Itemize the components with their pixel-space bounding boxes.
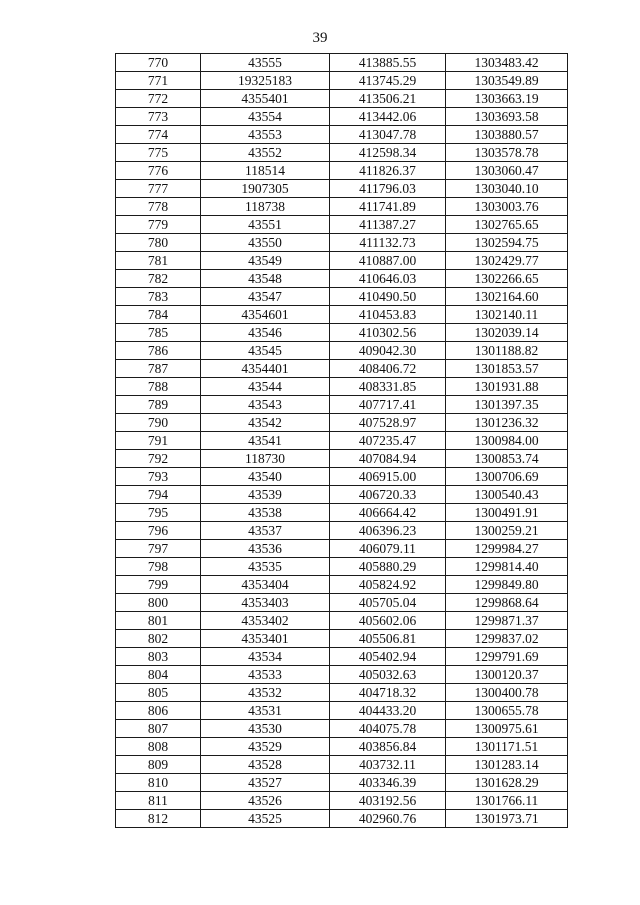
table-row xyxy=(116,144,568,162)
table-row xyxy=(116,666,568,684)
row-number-cell: 780 xyxy=(116,234,201,252)
x-coordinate-cell: 411387.27 xyxy=(330,216,446,234)
table-row xyxy=(116,198,568,216)
x-coordinate-cell: 405705.04 xyxy=(330,594,446,612)
x-coordinate-cell: 413745.29 xyxy=(330,72,446,90)
y-coordinate-cell: 1300853.74 xyxy=(446,450,568,468)
table-row xyxy=(116,558,568,576)
x-coordinate-cell: 403856.84 xyxy=(330,738,446,756)
x-coordinate-cell: 411132.73 xyxy=(330,234,446,252)
row-number-cell: 793 xyxy=(116,468,201,486)
point-id-cell: 43551 xyxy=(201,216,330,234)
y-coordinate-cell: 1299791.69 xyxy=(446,648,568,666)
row-number-cell: 801 xyxy=(116,612,201,630)
y-coordinate-cell: 1303060.47 xyxy=(446,162,568,180)
row-number-cell: 786 xyxy=(116,342,201,360)
table-row xyxy=(116,540,568,558)
x-coordinate-cell: 402960.76 xyxy=(330,810,446,828)
y-coordinate-cell: 1303549.89 xyxy=(446,72,568,90)
point-id-cell: 43535 xyxy=(201,558,330,576)
point-id-cell: 43529 xyxy=(201,738,330,756)
row-number-cell: 790 xyxy=(116,414,201,432)
y-coordinate-cell: 1302140.11 xyxy=(446,306,568,324)
x-coordinate-cell: 406396.23 xyxy=(330,522,446,540)
page-number: 39 xyxy=(312,30,328,46)
x-coordinate-cell: 408331.85 xyxy=(330,378,446,396)
table-row xyxy=(116,342,568,360)
x-coordinate-cell: 406915.00 xyxy=(330,468,446,486)
row-number-cell: 774 xyxy=(116,126,201,144)
table-row xyxy=(116,270,568,288)
y-coordinate-cell: 1300400.78 xyxy=(446,684,568,702)
y-coordinate-cell: 1300491.91 xyxy=(446,504,568,522)
row-number-cell: 797 xyxy=(116,540,201,558)
row-number-cell: 776 xyxy=(116,162,201,180)
y-coordinate-cell: 1303880.57 xyxy=(446,126,568,144)
x-coordinate-cell: 405824.92 xyxy=(330,576,446,594)
row-number-cell: 802 xyxy=(116,630,201,648)
row-number-cell: 792 xyxy=(116,450,201,468)
point-id-cell: 43533 xyxy=(201,666,330,684)
y-coordinate-cell: 1301397.35 xyxy=(446,396,568,414)
point-id-cell: 43532 xyxy=(201,684,330,702)
table-row xyxy=(116,162,568,180)
point-id-cell: 4353401 xyxy=(201,630,330,648)
row-number-cell: 804 xyxy=(116,666,201,684)
point-id-cell: 43554 xyxy=(201,108,330,126)
point-id-cell: 43536 xyxy=(201,540,330,558)
row-number-cell: 799 xyxy=(116,576,201,594)
point-id-cell: 43541 xyxy=(201,432,330,450)
x-coordinate-cell: 411826.37 xyxy=(330,162,446,180)
y-coordinate-cell: 1301236.32 xyxy=(446,414,568,432)
y-coordinate-cell: 1303578.78 xyxy=(446,144,568,162)
y-coordinate-cell: 1300259.21 xyxy=(446,522,568,540)
y-coordinate-cell: 1301283.14 xyxy=(446,756,568,774)
point-id-cell: 43548 xyxy=(201,270,330,288)
y-coordinate-cell: 1301188.82 xyxy=(446,342,568,360)
point-id-cell: 43552 xyxy=(201,144,330,162)
point-id-cell: 4353403 xyxy=(201,594,330,612)
table-row xyxy=(116,738,568,756)
y-coordinate-cell: 1303003.76 xyxy=(446,198,568,216)
row-number-cell: 784 xyxy=(116,306,201,324)
y-coordinate-cell: 1301171.51 xyxy=(446,738,568,756)
row-number-cell: 779 xyxy=(116,216,201,234)
y-coordinate-cell: 1299814.40 xyxy=(446,558,568,576)
x-coordinate-cell: 406720.33 xyxy=(330,486,446,504)
y-coordinate-cell: 1303483.42 xyxy=(446,54,568,72)
point-id-cell: 43544 xyxy=(201,378,330,396)
row-number-cell: 795 xyxy=(116,504,201,522)
point-id-cell: 43550 xyxy=(201,234,330,252)
point-id-cell: 4354601 xyxy=(201,306,330,324)
table-row xyxy=(116,432,568,450)
table-row xyxy=(116,414,568,432)
x-coordinate-cell: 410302.56 xyxy=(330,324,446,342)
row-number-cell: 798 xyxy=(116,558,201,576)
table-row xyxy=(116,252,568,270)
y-coordinate-cell: 1301628.29 xyxy=(446,774,568,792)
y-coordinate-cell: 1302039.14 xyxy=(446,324,568,342)
table-row xyxy=(116,396,568,414)
x-coordinate-cell: 411796.03 xyxy=(330,180,446,198)
y-coordinate-cell: 1300706.69 xyxy=(446,468,568,486)
row-number-cell: 771 xyxy=(116,72,201,90)
point-id-cell: 118514 xyxy=(201,162,330,180)
row-number-cell: 782 xyxy=(116,270,201,288)
y-coordinate-cell: 1299871.37 xyxy=(446,612,568,630)
y-coordinate-cell: 1300655.78 xyxy=(446,702,568,720)
point-id-cell: 118730 xyxy=(201,450,330,468)
y-coordinate-cell: 1303693.58 xyxy=(446,108,568,126)
x-coordinate-cell: 403192.56 xyxy=(330,792,446,810)
table-row xyxy=(116,684,568,702)
table-row xyxy=(116,468,568,486)
x-coordinate-cell: 412598.34 xyxy=(330,144,446,162)
row-number-cell: 800 xyxy=(116,594,201,612)
row-number-cell: 803 xyxy=(116,648,201,666)
row-number-cell: 805 xyxy=(116,684,201,702)
x-coordinate-cell: 403732.11 xyxy=(330,756,446,774)
table-row xyxy=(116,792,568,810)
point-id-cell: 43543 xyxy=(201,396,330,414)
point-id-cell: 4353402 xyxy=(201,612,330,630)
y-coordinate-cell: 1303663.19 xyxy=(446,90,568,108)
x-coordinate-cell: 413885.55 xyxy=(330,54,446,72)
y-coordinate-cell: 1299837.02 xyxy=(446,630,568,648)
table-row xyxy=(116,378,568,396)
row-number-cell: 778 xyxy=(116,198,201,216)
row-number-cell: 791 xyxy=(116,432,201,450)
table-row xyxy=(116,810,568,828)
table-row xyxy=(116,450,568,468)
point-id-cell: 43547 xyxy=(201,288,330,306)
x-coordinate-cell: 405032.63 xyxy=(330,666,446,684)
row-number-cell: 772 xyxy=(116,90,201,108)
row-number-cell: 785 xyxy=(116,324,201,342)
x-coordinate-cell: 405506.81 xyxy=(330,630,446,648)
table-row xyxy=(116,720,568,738)
point-id-cell: 43534 xyxy=(201,648,330,666)
x-coordinate-cell: 405602.06 xyxy=(330,612,446,630)
row-number-cell: 812 xyxy=(116,810,201,828)
y-coordinate-cell: 1301973.71 xyxy=(446,810,568,828)
point-id-cell: 43538 xyxy=(201,504,330,522)
row-number-cell: 783 xyxy=(116,288,201,306)
row-number-cell: 789 xyxy=(116,396,201,414)
row-number-cell: 781 xyxy=(116,252,201,270)
table-row xyxy=(116,576,568,594)
table-row xyxy=(116,108,568,126)
y-coordinate-cell: 1301931.88 xyxy=(446,378,568,396)
row-number-cell: 794 xyxy=(116,486,201,504)
table-row xyxy=(116,774,568,792)
point-id-cell: 19325183 xyxy=(201,72,330,90)
row-number-cell: 787 xyxy=(116,360,201,378)
y-coordinate-cell: 1301853.57 xyxy=(446,360,568,378)
point-id-cell: 1907305 xyxy=(201,180,330,198)
x-coordinate-cell: 406079.11 xyxy=(330,540,446,558)
table-row xyxy=(116,180,568,198)
point-id-cell: 43530 xyxy=(201,720,330,738)
point-id-cell: 4354401 xyxy=(201,360,330,378)
y-coordinate-cell: 1301766.11 xyxy=(446,792,568,810)
table-row xyxy=(116,90,568,108)
y-coordinate-cell: 1302164.60 xyxy=(446,288,568,306)
point-id-cell: 43555 xyxy=(201,54,330,72)
y-coordinate-cell: 1299984.27 xyxy=(446,540,568,558)
point-id-cell: 43553 xyxy=(201,126,330,144)
y-coordinate-cell: 1302765.65 xyxy=(446,216,568,234)
point-id-cell: 118738 xyxy=(201,198,330,216)
x-coordinate-cell: 410646.03 xyxy=(330,270,446,288)
x-coordinate-cell: 407528.97 xyxy=(330,414,446,432)
x-coordinate-cell: 407084.94 xyxy=(330,450,446,468)
point-id-cell: 43531 xyxy=(201,702,330,720)
point-id-cell: 43537 xyxy=(201,522,330,540)
point-id-cell: 43527 xyxy=(201,774,330,792)
row-number-cell: 807 xyxy=(116,720,201,738)
row-number-cell: 809 xyxy=(116,756,201,774)
table-row xyxy=(116,612,568,630)
table-row xyxy=(116,216,568,234)
point-id-cell: 43540 xyxy=(201,468,330,486)
coordinates-table-body xyxy=(116,54,568,828)
x-coordinate-cell: 404433.20 xyxy=(330,702,446,720)
point-id-cell: 43528 xyxy=(201,756,330,774)
table-row xyxy=(116,594,568,612)
point-id-cell: 4353404 xyxy=(201,576,330,594)
table-row xyxy=(116,234,568,252)
x-coordinate-cell: 413442.06 xyxy=(330,108,446,126)
point-id-cell: 4355401 xyxy=(201,90,330,108)
x-coordinate-cell: 411741.89 xyxy=(330,198,446,216)
point-id-cell: 43549 xyxy=(201,252,330,270)
table-row xyxy=(116,522,568,540)
table-row xyxy=(116,72,568,90)
table-row xyxy=(116,126,568,144)
y-coordinate-cell: 1302429.77 xyxy=(446,252,568,270)
x-coordinate-cell: 405880.29 xyxy=(330,558,446,576)
x-coordinate-cell: 405402.94 xyxy=(330,648,446,666)
point-id-cell: 43526 xyxy=(201,792,330,810)
table-row xyxy=(116,648,568,666)
point-id-cell: 43545 xyxy=(201,342,330,360)
point-id-cell: 43525 xyxy=(201,810,330,828)
point-id-cell: 43539 xyxy=(201,486,330,504)
y-coordinate-cell: 1300975.61 xyxy=(446,720,568,738)
x-coordinate-cell: 410887.00 xyxy=(330,252,446,270)
y-coordinate-cell: 1299868.64 xyxy=(446,594,568,612)
row-number-cell: 796 xyxy=(116,522,201,540)
row-number-cell: 810 xyxy=(116,774,201,792)
table-row xyxy=(116,288,568,306)
table-row xyxy=(116,630,568,648)
x-coordinate-cell: 408406.72 xyxy=(330,360,446,378)
x-coordinate-cell: 403346.39 xyxy=(330,774,446,792)
table-row xyxy=(116,324,568,342)
row-number-cell: 777 xyxy=(116,180,201,198)
table-row xyxy=(116,54,568,72)
y-coordinate-cell: 1300540.43 xyxy=(446,486,568,504)
coordinates-table xyxy=(115,53,568,828)
table-row xyxy=(116,756,568,774)
x-coordinate-cell: 409042.30 xyxy=(330,342,446,360)
x-coordinate-cell: 406664.42 xyxy=(330,504,446,522)
row-number-cell: 775 xyxy=(116,144,201,162)
row-number-cell: 808 xyxy=(116,738,201,756)
y-coordinate-cell: 1300120.37 xyxy=(446,666,568,684)
y-coordinate-cell: 1302594.75 xyxy=(446,234,568,252)
row-number-cell: 811 xyxy=(116,792,201,810)
y-coordinate-cell: 1299849.80 xyxy=(446,576,568,594)
x-coordinate-cell: 407717.41 xyxy=(330,396,446,414)
y-coordinate-cell: 1302266.65 xyxy=(446,270,568,288)
x-coordinate-cell: 404075.78 xyxy=(330,720,446,738)
row-number-cell: 773 xyxy=(116,108,201,126)
row-number-cell: 770 xyxy=(116,54,201,72)
table-row xyxy=(116,360,568,378)
y-coordinate-cell: 1303040.10 xyxy=(446,180,568,198)
point-id-cell: 43546 xyxy=(201,324,330,342)
table-row xyxy=(116,486,568,504)
x-coordinate-cell: 413047.78 xyxy=(330,126,446,144)
table-row xyxy=(116,702,568,720)
table-row xyxy=(116,306,568,324)
x-coordinate-cell: 410453.83 xyxy=(330,306,446,324)
row-number-cell: 788 xyxy=(116,378,201,396)
x-coordinate-cell: 413506.21 xyxy=(330,90,446,108)
y-coordinate-cell: 1300984.00 xyxy=(446,432,568,450)
point-id-cell: 43542 xyxy=(201,414,330,432)
x-coordinate-cell: 410490.50 xyxy=(330,288,446,306)
row-number-cell: 806 xyxy=(116,702,201,720)
table-row xyxy=(116,504,568,522)
x-coordinate-cell: 404718.32 xyxy=(330,684,446,702)
x-coordinate-cell: 407235.47 xyxy=(330,432,446,450)
